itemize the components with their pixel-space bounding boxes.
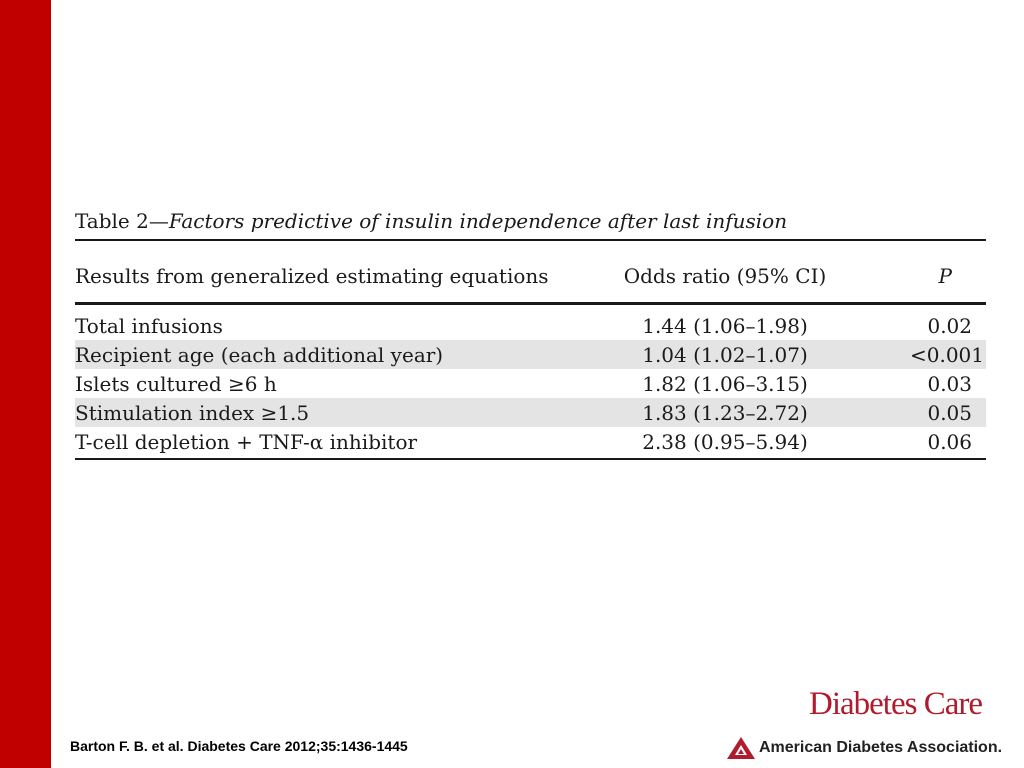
table-row (75, 398, 986, 427)
row-odds-ratio: 1.82 (1.06–3.15) (642, 371, 808, 396)
row-factor: T-cell depletion + TNF-α inhibitor (75, 429, 418, 454)
row-factor: Recipient age (each additional year) (75, 342, 444, 367)
row-odds-ratio: 1.44 (1.06–1.98) (642, 313, 808, 338)
row-odds-ratio: 2.38 (0.95–5.94) (642, 429, 808, 454)
table-row (75, 311, 986, 340)
row-p-value: 0.05 (927, 400, 972, 425)
red-side-bar (0, 0, 51, 768)
table-caption-title: Factors predictive of insulin independence after last infusion (168, 209, 788, 233)
table-body (75, 305, 986, 460)
row-odds-ratio: 1.04 (1.02–1.07) (642, 342, 808, 367)
results-table (75, 205, 986, 460)
table-row (75, 340, 986, 369)
ada-brand (726, 736, 1002, 760)
row-p-value: 0.02 (927, 313, 972, 338)
header-p-value: P (938, 263, 952, 288)
journal-logo: Diabetes Care (809, 686, 982, 722)
ada-triangle-logo-icon (726, 736, 756, 760)
table-caption (75, 205, 986, 241)
row-factor: Stimulation index ≥1.5 (75, 400, 310, 425)
table-row (75, 369, 986, 398)
row-p-value: 0.06 (927, 429, 972, 454)
header-factor: Results from generalized estimating equations (75, 263, 549, 288)
citation: Barton F. B. et al. Diabetes Care 2012;35:1436-1445 (70, 738, 408, 754)
association-name: American Diabetes Association. (759, 739, 1003, 756)
table-header-row (75, 241, 986, 305)
row-p-value: 0.03 (927, 371, 972, 396)
table-caption-label: Table 2— (75, 209, 169, 233)
header-odds-ratio: Odds ratio (95% CI) (623, 263, 827, 288)
row-factor: Total infusions (75, 313, 223, 338)
row-p-value: <0.001 (909, 342, 984, 367)
table-row (75, 427, 986, 456)
row-factor: Islets cultured ≥6 h (75, 371, 277, 396)
row-odds-ratio: 1.83 (1.23–2.72) (642, 400, 808, 425)
